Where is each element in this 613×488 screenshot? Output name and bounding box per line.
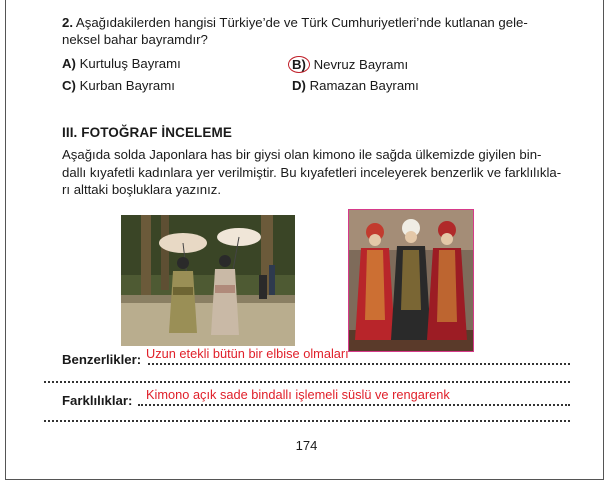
- option-text: Ramazan Bayramı: [309, 78, 419, 93]
- option-c[interactable]: [62, 78, 175, 93]
- question-number: 2.: [62, 15, 73, 30]
- section-title: III. FOTOĞRAF İNCELEME: [62, 125, 232, 140]
- option-letter: D): [292, 78, 306, 93]
- similarities-answer[interactable]: Uzun etekli bütün bir elbise olmaları: [146, 346, 349, 361]
- option-text: Kurban Bayramı: [79, 78, 175, 93]
- bindalli-photo: [348, 209, 474, 352]
- differences-label: Farklılıklar:: [62, 393, 133, 408]
- paragraph-line-3: rı alttaki boşluklara yazınız.: [62, 182, 222, 197]
- option-text: Nevruz Bayramı: [313, 57, 409, 72]
- similarities-label: Benzerlikler:: [62, 352, 142, 367]
- kimono-photo: [121, 215, 295, 346]
- question-2: [62, 14, 572, 48]
- differences-line-2: [44, 420, 570, 422]
- differences-dotted-line: [138, 404, 570, 406]
- question-line-1: [62, 14, 572, 31]
- option-text: Kurtuluş Bayramı: [79, 56, 181, 71]
- section-paragraph: [62, 146, 572, 199]
- option-letter: A): [62, 56, 76, 71]
- differences-answer[interactable]: Kimono açık sade bindallı işlemeli süslü ve rengarenk: [146, 387, 450, 402]
- similarities-dotted-line: [148, 363, 570, 365]
- option-d[interactable]: [292, 78, 419, 93]
- question-text-1: Aşağıdakilerden hangisi Türkiye’de ve Türk Cumhuriyetleri’nde kutlanan gele-: [73, 15, 528, 30]
- similarities-line-2: [44, 381, 570, 383]
- paragraph-line-1: Aşağıda solda Japonlara has bir giysi olan kimono ile sağda ülkemizde giyilen bin-: [62, 147, 542, 162]
- option-b[interactable]: [292, 56, 408, 73]
- paragraph-line-2: dallı kıyafetli kadınlara yer verilmiştir. Bu kıyafetleri inceleyerek benzerlik ve farklılıkla-: [62, 164, 562, 180]
- question-text-2: neksel bahar bayramdır?: [62, 32, 208, 47]
- option-letter-circled: B): [288, 56, 310, 73]
- option-letter: C): [62, 78, 76, 93]
- option-a[interactable]: [62, 56, 181, 71]
- page-number: 174: [295, 438, 318, 453]
